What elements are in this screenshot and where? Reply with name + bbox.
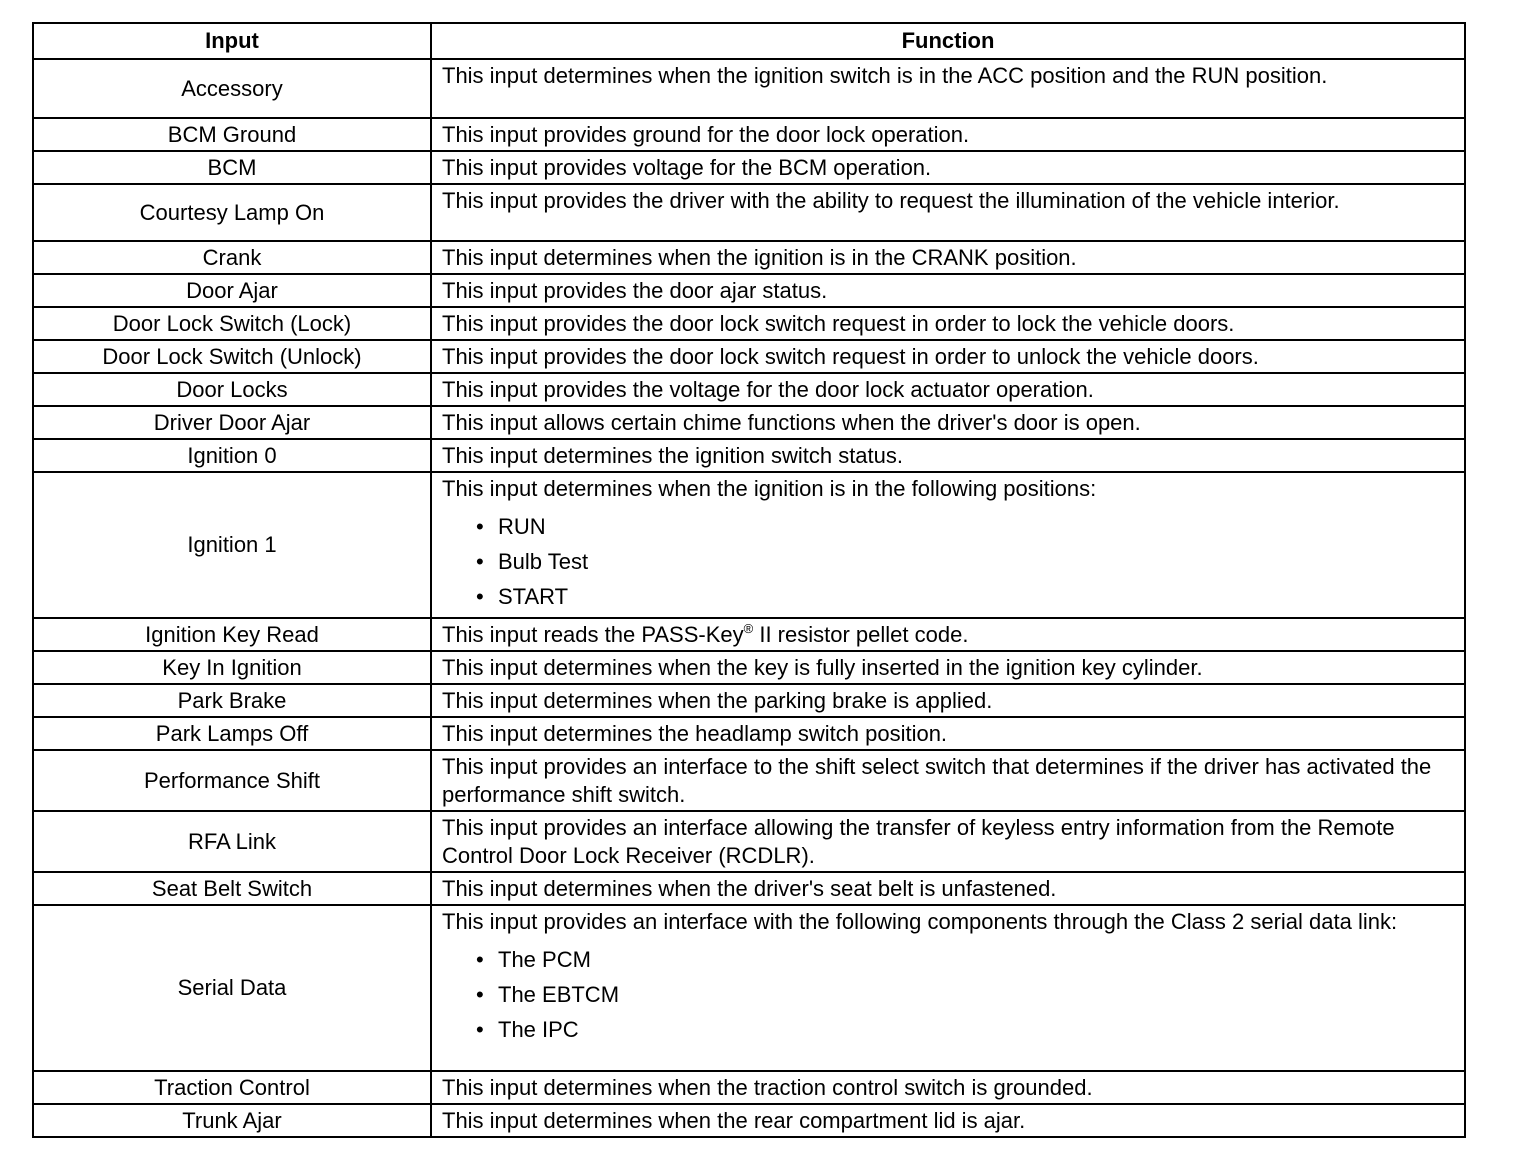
function-text: This input provides the door lock switch request in order to unlock the vehicle doors. — [442, 344, 1259, 369]
function-text: This input determines when the traction control switch is grounded. — [442, 1075, 1093, 1100]
function-cell — [431, 274, 1465, 307]
function-cell — [431, 717, 1465, 750]
table-row — [33, 1071, 1465, 1104]
function-text-tail: II resistor pellet code. — [753, 622, 969, 647]
function-cell — [431, 684, 1465, 717]
input-cell: Accessory — [33, 59, 431, 118]
table-row — [33, 618, 1465, 651]
bullet-item: • START — [476, 579, 1456, 614]
registered-mark: ® — [743, 621, 754, 636]
function-text: This input provides ground for the door lock operation. — [442, 122, 970, 147]
bullet-item: • RUN — [476, 509, 1456, 544]
function-cell — [431, 872, 1465, 905]
function-cell — [431, 811, 1465, 872]
table-row — [33, 118, 1465, 151]
function-text: This input determines when the ignition is in the CRANK position. — [442, 245, 1077, 270]
input-cell: Trunk Ajar — [33, 1104, 431, 1137]
input-cell: Ignition 0 — [33, 439, 431, 472]
table-row — [33, 241, 1465, 274]
function-text: This input provides the driver with the ability to request the illumination of the vehicle interior. — [442, 188, 1340, 213]
function-cell — [431, 184, 1465, 241]
function-cell — [431, 118, 1465, 151]
table-row — [33, 406, 1465, 439]
input-cell: Door Ajar — [33, 274, 431, 307]
function-text: This input determines when the ignition switch is in the ACC position and the RUN position. — [442, 63, 1328, 88]
table-row — [33, 307, 1465, 340]
bullet-list — [442, 942, 1456, 1047]
input-cell: Ignition Key Read — [33, 618, 431, 651]
function-cell — [431, 406, 1465, 439]
table-row — [33, 340, 1465, 373]
input-cell: BCM — [33, 151, 431, 184]
table-row — [33, 1104, 1465, 1137]
function-cell — [431, 1071, 1465, 1104]
bullet-item: • The PCM — [476, 942, 1456, 977]
function-cell — [431, 472, 1465, 618]
input-cell: Serial Data — [33, 905, 431, 1071]
input-cell: Courtesy Lamp On — [33, 184, 431, 241]
table-row — [33, 472, 1465, 618]
input-function-table — [32, 22, 1466, 1138]
function-cell — [431, 439, 1465, 472]
input-cell: Seat Belt Switch — [33, 872, 431, 905]
function-text: This input determines when the rear compartment lid is ajar. — [442, 1108, 1026, 1133]
table-row — [33, 651, 1465, 684]
input-cell: BCM Ground — [33, 118, 431, 151]
function-text: This input provides an interface to the shift select switch that determines if the driver has activated the performance shift switch. — [442, 754, 1432, 807]
function-text: This input provides the door lock switch request in order to lock the vehicle doors. — [442, 311, 1235, 336]
function-cell — [431, 750, 1465, 811]
table-row — [33, 811, 1465, 872]
header-function: Function — [431, 23, 1465, 59]
function-text: This input determines when the driver's seat belt is unfastened. — [442, 876, 1057, 901]
function-text: This input determines when the ignition is in the following positions: — [442, 476, 1097, 501]
table-row — [33, 373, 1465, 406]
input-cell: RFA Link — [33, 811, 431, 872]
function-cell — [431, 151, 1465, 184]
table-row — [33, 184, 1465, 241]
function-cell — [431, 618, 1465, 651]
input-cell: Traction Control — [33, 1071, 431, 1104]
input-cell: Park Brake — [33, 684, 431, 717]
function-cell — [431, 241, 1465, 274]
function-text: This input provides an interface with the following components through the Class 2 serial data link: — [442, 909, 1398, 934]
function-cell — [431, 1104, 1465, 1137]
function-text: This input determines the headlamp switch position. — [442, 721, 948, 746]
table-row — [33, 750, 1465, 811]
table-row — [33, 151, 1465, 184]
function-cell — [431, 307, 1465, 340]
input-cell: Door Lock Switch (Lock) — [33, 307, 431, 340]
function-text: This input provides the door ajar status. — [442, 278, 828, 303]
function-cell — [431, 59, 1465, 118]
header-input: Input — [33, 23, 431, 59]
function-cell — [431, 373, 1465, 406]
input-cell: Park Lamps Off — [33, 717, 431, 750]
input-cell: Door Lock Switch (Unlock) — [33, 340, 431, 373]
bullet-list — [442, 509, 1456, 614]
function-text: This input provides an interface allowing the transfer of keyless entry information from the Remote Control Door Lock Receiver (RCDLR). — [442, 815, 1395, 868]
function-text: This input allows certain chime functions when the driver's door is open. — [442, 410, 1141, 435]
bullet-item: • The EBTCM — [476, 977, 1456, 1012]
table-row — [33, 274, 1465, 307]
function-cell — [431, 340, 1465, 373]
table-row — [33, 717, 1465, 750]
input-cell: Key In Ignition — [33, 651, 431, 684]
bullet-item: • The IPC — [476, 1012, 1456, 1047]
input-cell: Driver Door Ajar — [33, 406, 431, 439]
table-row — [33, 59, 1465, 118]
bullet-item: • Bulb Test — [476, 544, 1456, 579]
input-cell: Crank — [33, 241, 431, 274]
function-text: This input determines when the key is fully inserted in the ignition key cylinder. — [442, 655, 1203, 680]
function-text: This input determines the ignition switch status. — [442, 443, 904, 468]
table-row — [33, 872, 1465, 905]
function-text: This input provides the voltage for the door lock actuator operation. — [442, 377, 1094, 402]
header-row — [33, 23, 1465, 59]
table-row — [33, 684, 1465, 717]
table-body — [33, 59, 1465, 1137]
table-row — [33, 905, 1465, 1071]
input-cell: Performance Shift — [33, 750, 431, 811]
function-text: This input provides voltage for the BCM operation. — [442, 155, 932, 180]
table-row — [33, 439, 1465, 472]
function-text: This input reads the PASS-Key — [442, 622, 744, 647]
input-cell: Ignition 1 — [33, 472, 431, 618]
function-cell — [431, 651, 1465, 684]
function-text: This input determines when the parking brake is applied. — [442, 688, 993, 713]
input-cell: Door Locks — [33, 373, 431, 406]
function-cell — [431, 905, 1465, 1071]
